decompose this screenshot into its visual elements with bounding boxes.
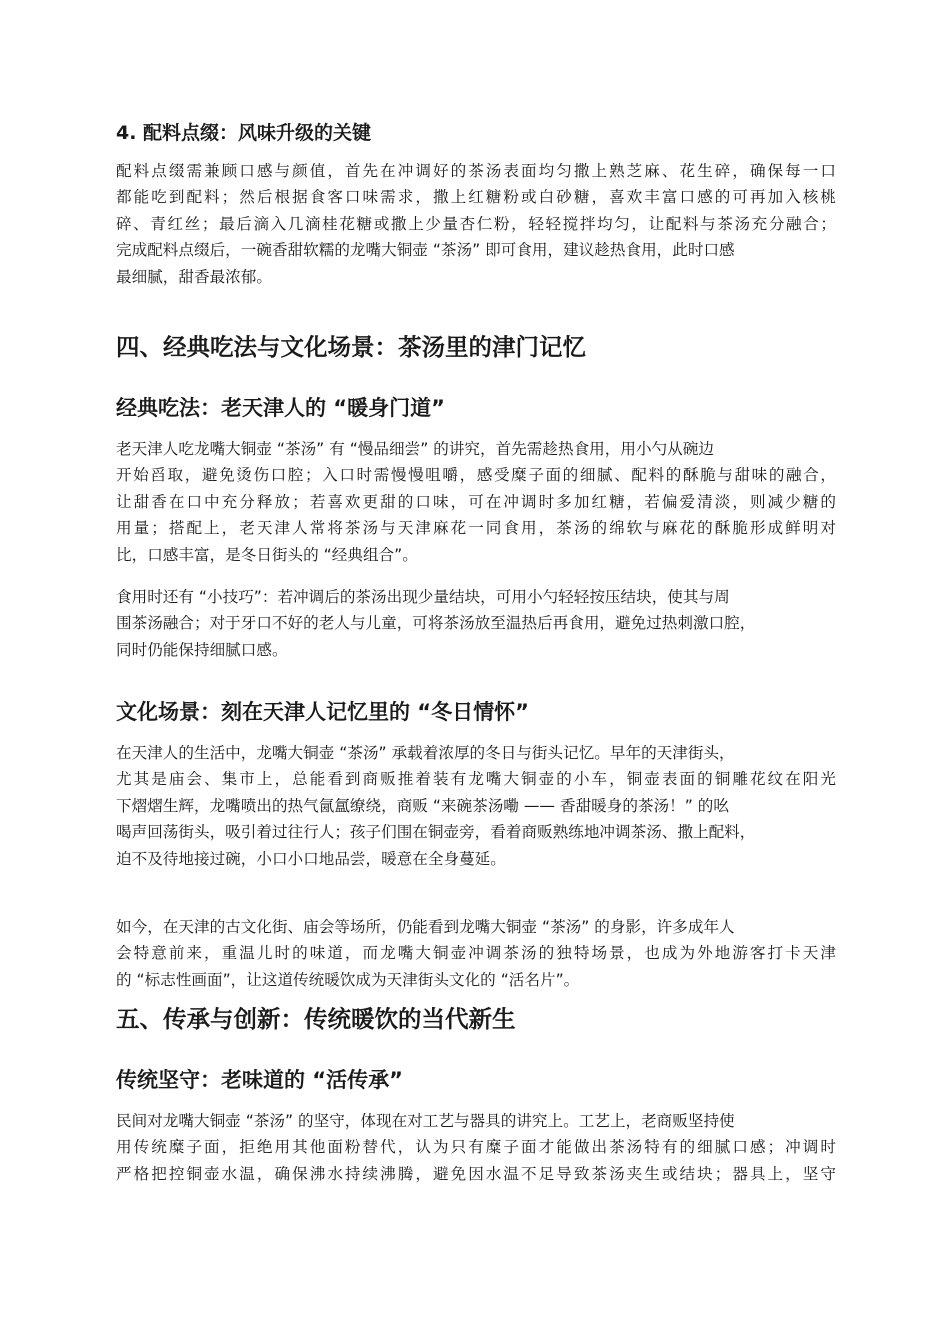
subheading-classic-eating: 经典吃法：老天津人的 “暖身门道” (116, 396, 445, 420)
text-line: 比，口感丰富，是冬日街头的 “经典组合”。 (116, 545, 418, 564)
text-line: 开始舀取，避免烫伤口腔；入口时需慢慢咀嚼，感受糜子面的细腻、配料的酥脆与甜味的融合， (116, 466, 836, 485)
paragraph-tips (116, 584, 836, 663)
text-line: 用量；搭配上，老天津人常将茶汤与天津麻花一同食用，茶汤的绵软与麻花的酥脆形成鲜明对 (116, 519, 836, 538)
text-line: 严格把控铜壶水温，确保沸水持续沸腾，避免因水温不足导致茶汤夹生或结块；器具上，坚守 (116, 1164, 836, 1183)
text-line: 民间对龙嘴大铜壶 “茶汤” 的坚守，体现在对工艺与器具的讲究上。工艺上，老商贩坚持使 (116, 1112, 735, 1130)
text-line: 围茶汤融合；对于牙口不好的老人与儿童，可将茶汤放至温热后再食用，避免过热刺激口腔， (116, 614, 756, 633)
text-line: 喝声回荡街头，吸引着过往行人；孩子们围在铜壶旁，看着商贩熟练地冲调茶汤、撒上配料， (116, 823, 756, 842)
text-line: 如今，在天津的古文化街、庙会等场所，仍能看到龙嘴大铜壶 “茶汤” 的身影，许多成年人 (116, 918, 735, 936)
paragraph-classic-eating (116, 436, 836, 568)
text-line: 尤其是庙会、集市上，总能看到商贩推着装有龙嘴大铜壶的小车，铜壶表面的铜雕花纹在阳光 (116, 770, 836, 789)
subheading-tradition: 传统坚守：老味道的 “活传承” (116, 1068, 403, 1092)
text-line: 用传统糜子面，拒绝用其他面粉替代，认为只有糜子面才能做出茶汤特有的细腻口感；冲调时 (116, 1138, 836, 1157)
text-line: 配料点缀需兼顾口感与颜值，首先在冲调好的茶汤表面均匀撒上熟芝麻、花生碎，确保每一口 (116, 162, 836, 180)
paragraph-modern-scene (116, 914, 836, 993)
chapter-heading-5: 五、传承与创新：传统暖饮的当代新生 (116, 1005, 516, 1033)
text-line: 碎、青红丝；最后滴入几滴桂花糖或撒上少量杏仁粉，轻轻搅拌均匀，让配料与茶汤充分融合； (116, 214, 836, 233)
text-line: 让甜香在口中充分释放；若喜欢更甜的口味，可在冲调时多加红糖，若偏爱清淡，则减少糖的 (116, 492, 836, 511)
text-line: 食用时还有 “小技巧”：若冲调后的茶汤出现少量结块，可用小勺轻轻按压结块，使其与周 (116, 588, 730, 606)
text-line: 下熠熠生辉，龙嘴喷出的热气氤氲缭绕，商贩 “来碗茶汤嘞 —— 香甜暖身的茶汤！” 的吆 (116, 796, 729, 815)
text-line: 的 “标志性画面”，让这道传统暖饮成为天津街头文化的 “活名片”。 (116, 970, 580, 989)
paragraph-tradition (116, 1108, 836, 1187)
text-line: 同时仍能保持细腻口感。 (116, 640, 288, 659)
text-line: 完成配料点缀后，一碗香甜软糯的龙嘴大铜壶 “茶汤” 即可食用，建议趁热食用，此时口感 (116, 241, 735, 260)
section-heading-4: 4. 配料点缀：风味升级的关键 (116, 122, 372, 144)
paragraph-toppings (116, 158, 836, 290)
text-line: 会特意前来，重温儿时的味道，而龙嘴大铜壶冲调茶汤的独特场景，也成为外地游客打卡天津 (116, 944, 836, 963)
subheading-cultural-scene: 文化场景：刻在天津人记忆里的 “冬日情怀” (116, 700, 529, 724)
text-line: 最细腻，甜香最浓郁。 (116, 267, 272, 286)
text-line: 迫不及待地接过碗，小口小口地品尝，暖意在全身蔓延。 (116, 849, 506, 868)
chapter-heading-4: 四、经典吃法与文化场景：茶汤里的津门记忆 (116, 333, 586, 361)
text-line: 老天津人吃龙嘴大铜壶 “茶汤” 有 “慢品细尝” 的讲究，首先需趁热食用，用小勺从碗边 (116, 440, 714, 458)
paragraph-cultural-scene (116, 740, 836, 872)
text-line: 在天津人的生活中，龙嘴大铜壶 “茶汤” 承载着浓厚的冬日与街头记忆。早年的天津街头， (116, 744, 735, 762)
text-line: 都能吃到配料；然后根据食客口味需求，撒上红糖粉或白砂糖，喜欢丰富口感的可再加入核桃 (116, 188, 836, 207)
